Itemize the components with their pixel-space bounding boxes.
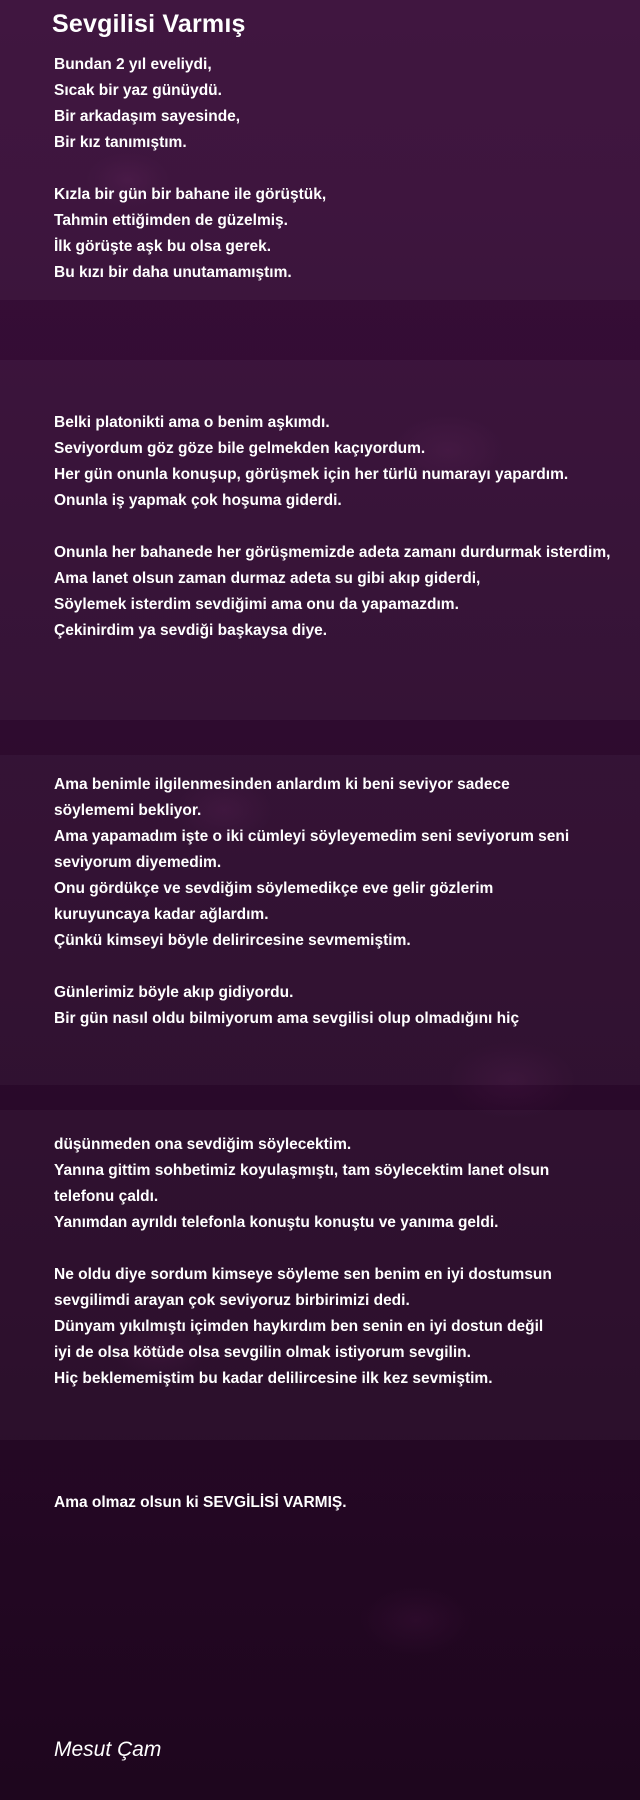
poem-line: Onunla iş yapmak çok hoşuma giderdi. — [54, 492, 342, 509]
poem-line: Ama yapamadım işte o iki cümleyi söyleyemedim seni seviyorum seni seviyorum diyemedim. — [54, 828, 570, 871]
stanza-7 — [54, 1132, 634, 1236]
poem-line: Yanımdan ayrıldı telefonla konuştu konuştu ve yanıma geldi. — [54, 1214, 499, 1231]
poem-line: İlk görüşte aşk bu olsa gerek. — [54, 238, 272, 255]
poem-line: Söylemek isterdim sevdiğimi ama onu da yapamazdım. — [54, 596, 459, 613]
poem-line: Ama lanet olsun zaman durmaz adeta su gibi akıp giderdi, — [54, 570, 481, 587]
poem-line: Kızla bir gün bir bahane ile görüştük, — [54, 186, 327, 203]
poem-line: Tahmin ettiğimden de güzelmiş. — [54, 212, 288, 229]
poem-line: Hiç beklememiştim bu kadar delilircesine ilk kez sevmiştim. — [54, 1370, 493, 1387]
poem-line: Ne oldu diye sordum kimseye söyleme sen benim en iyi dostumsun — [54, 1266, 552, 1283]
stanza-4 — [54, 540, 634, 644]
poem-line: Bir arkadaşım sayesinde, — [54, 108, 241, 125]
poem-line: Ama olmaz olsun ki SEVGİLİSİ VARMIŞ. — [54, 1494, 347, 1511]
stanza-2 — [54, 182, 634, 286]
poem-line: Belki platonikti ama o benim aşkımdı. — [54, 414, 330, 431]
stanza-8 — [54, 1262, 634, 1392]
poem-line: Seviyordum göz göze bile gelmekden kaçıyordum. — [54, 440, 426, 457]
stanza-5 — [54, 772, 634, 954]
stanza-1 — [54, 52, 634, 156]
poem-line: Ama benimle ilgilenmesinden anlardım ki beni seviyor sadece söylememi bekliyor. — [54, 776, 510, 819]
poem-title: Sevgilisi Varmış — [52, 10, 246, 38]
stanza-3 — [54, 410, 634, 514]
poem-line: Bundan 2 yıl eveliydi, — [54, 56, 212, 73]
poem-author: Mesut Çam — [54, 1738, 162, 1761]
poem-line: iyi de olsa kötüde olsa sevgilin olmak istiyorum sevgilin. — [54, 1344, 471, 1361]
poem-line: Sıcak bir yaz günüydü. — [54, 82, 222, 99]
stanza-6 — [54, 980, 634, 1032]
poem-line: sevgilimdi arayan çok seviyoruz birbirimizi dedi. — [54, 1292, 410, 1309]
poem-line: Bir gün nasıl oldu bilmiyorum ama sevgilisi olup olmadığını hiç — [54, 1010, 520, 1027]
poem-line: Onu gördükçe ve sevdiğim söylemedikçe eve gelir gözlerim kuruyuncaya kadar ağlardım. — [54, 880, 494, 923]
poem-line: Çekinirdim ya sevdiği başkaysa diye. — [54, 622, 328, 639]
poem-line: Her gün onunla konuşup, görüşmek için her türlü numarayı yapardım. — [54, 466, 569, 483]
poem-line: Yanına gittim sohbetimiz koyulaşmıştı, tam söylecektim lanet olsun telefonu çaldı. — [54, 1162, 550, 1205]
poem-line: Çünkü kimseyi böyle delirircesine sevmemiştim. — [54, 932, 411, 949]
poem-line: Onunla her bahanede her görüşmemizde adeta zamanı durdurmak isterdim, — [54, 544, 611, 561]
poem-line: düşünmeden ona sevdiğim söylecektim. — [54, 1136, 352, 1153]
stanza-9 — [54, 1490, 634, 1516]
poem-line: Günlerimiz böyle akıp gidiyordu. — [54, 984, 294, 1001]
poem-line: Bu kızı bir daha unutamamıştım. — [54, 264, 292, 281]
poem-line: Dünyam yıkılmıştı içimden haykırdım ben senin en iyi dostun değil — [54, 1318, 544, 1335]
poem-line: Bir kız tanımıştım. — [54, 134, 187, 151]
